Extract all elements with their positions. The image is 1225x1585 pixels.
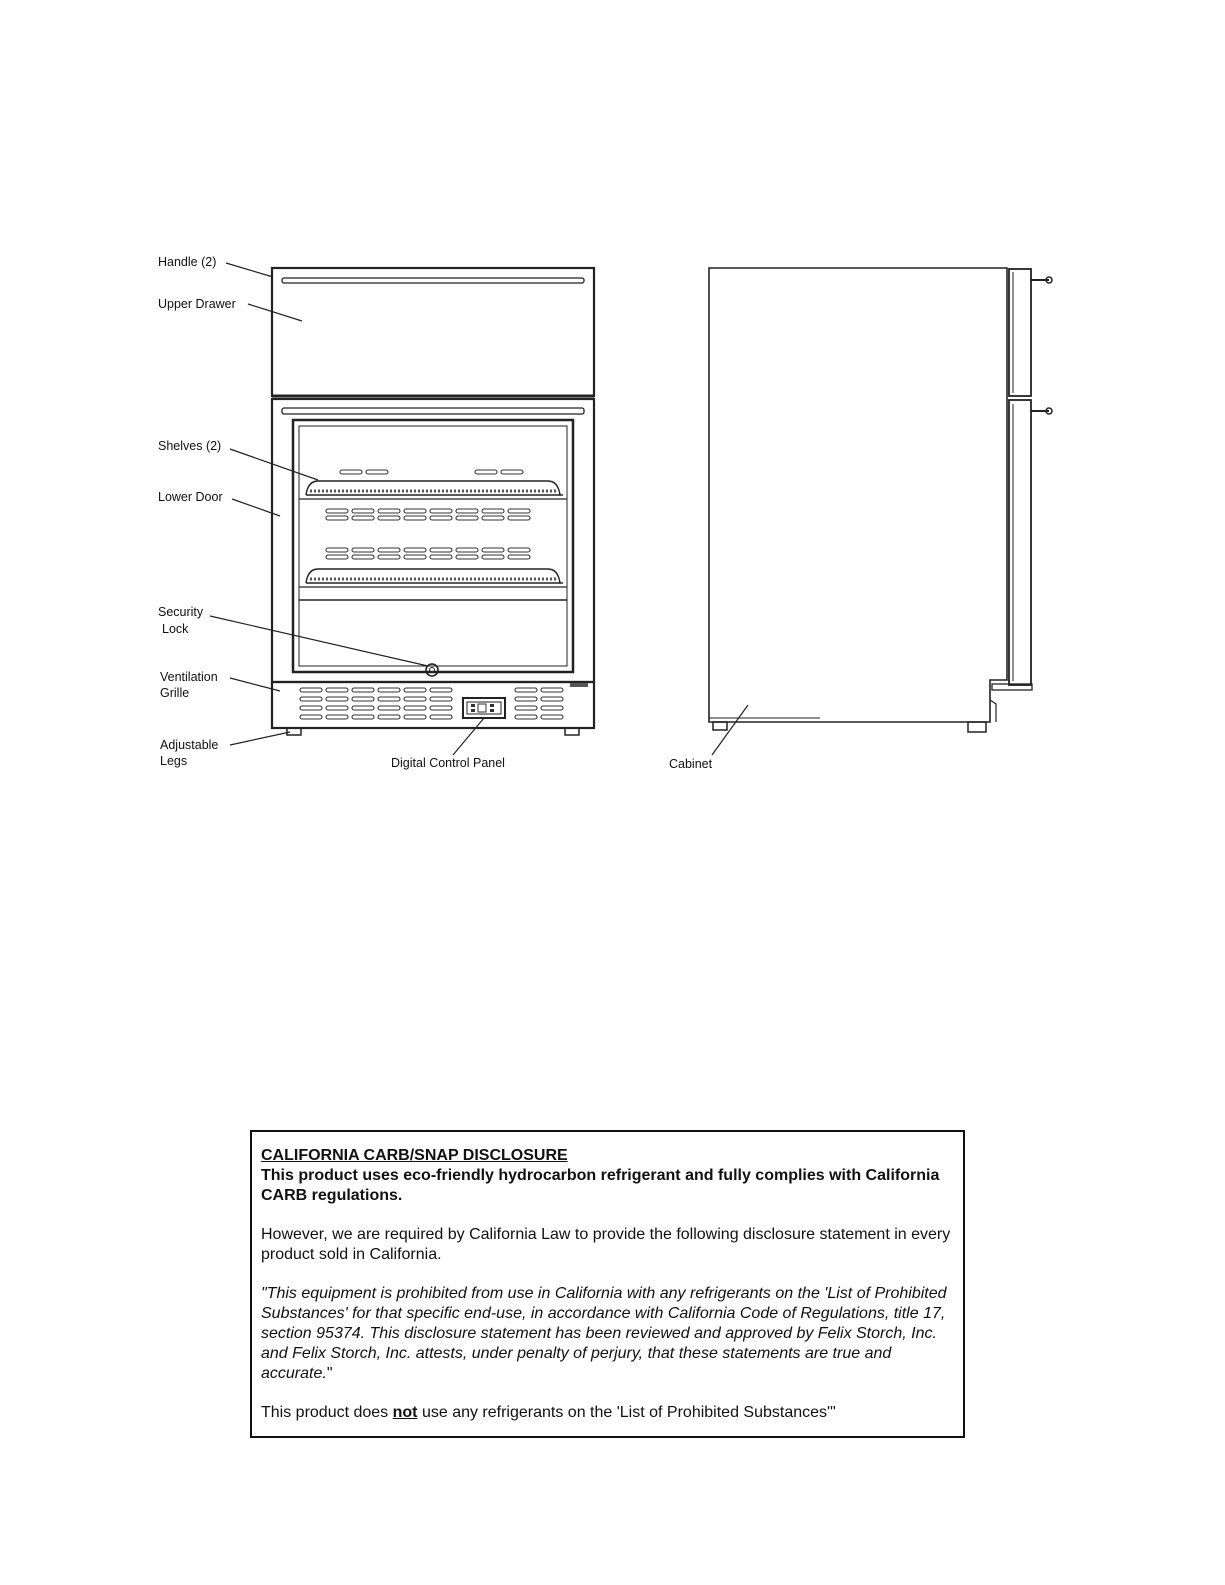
label-adjustable-line2: Legs (160, 754, 188, 768)
disclosure-quote-paragraph (261, 1284, 954, 1384)
label-ventilation-line2: Grille (160, 686, 190, 700)
front-view (272, 268, 594, 735)
disclosure-final (261, 1403, 954, 1423)
upper-drawer-shape (272, 268, 594, 396)
glass-window (293, 420, 573, 672)
lower-handle-shape (282, 408, 584, 414)
disclosure-title: CALIFORNIA CARB/SNAP DISCLOSURE (261, 1147, 568, 1164)
label-security-lock-line1: Security (158, 605, 204, 619)
label-upper-drawer: Upper Drawer (158, 297, 236, 311)
disclosure-final-not: not (392, 1404, 418, 1421)
door-profile (1009, 400, 1031, 685)
lower-door-shape (272, 399, 594, 682)
label-lower-door: Lower Door (158, 490, 223, 504)
disclosure-intro: However, we are required by California Law to provide the following disclosure statement in every product sold in California. (261, 1226, 951, 1263)
label-security-lock-line2: Lock (162, 622, 189, 636)
rear-vents (340, 470, 523, 474)
label-ventilation-line1: Ventilation (160, 670, 218, 684)
label-digital-control-panel: Digital Control Panel (391, 756, 505, 770)
cabinet-shape (709, 268, 1007, 722)
carb-disclosure-box (250, 1130, 965, 1438)
disclosure-bold-statement: This product uses eco-friendly hydrocarbon refrigerant and fully complies with California CARB regulations. (261, 1167, 940, 1204)
shelf-bottom (299, 569, 567, 587)
label-shelves: Shelves (2) (158, 439, 222, 453)
side-view (709, 268, 1052, 732)
disclosure-quote: "This equipment is prohibited from use in California with any refrigerants on the 'List of Prohibited Substances' for that specific end-use, in accordance with California Code of Regulations, title 17, section 95374. This disclosure statement has been reviewed and approved by Felix Storch, Inc. and Felix Storch, Inc. attests, under penalty of perjury, that these statements are true and accurate. (261, 1285, 947, 1382)
disclosure-final-pre: This product does (261, 1404, 393, 1421)
shelf-top (299, 481, 567, 499)
ventilation-grille-shape (272, 682, 594, 728)
disclosure-final-post: use any refrigerants on the 'List of Prohibited Substances'" (417, 1404, 836, 1421)
drawer-profile (1009, 269, 1031, 396)
label-cabinet: Cabinet (669, 757, 713, 771)
label-adjustable-line1: Adjustable (160, 738, 219, 752)
disclosure-quote-end: " (326, 1365, 333, 1382)
label-handle: Handle (2) (158, 255, 217, 269)
digital-control-panel-shape (463, 698, 505, 718)
upper-handle-shape (282, 278, 584, 283)
